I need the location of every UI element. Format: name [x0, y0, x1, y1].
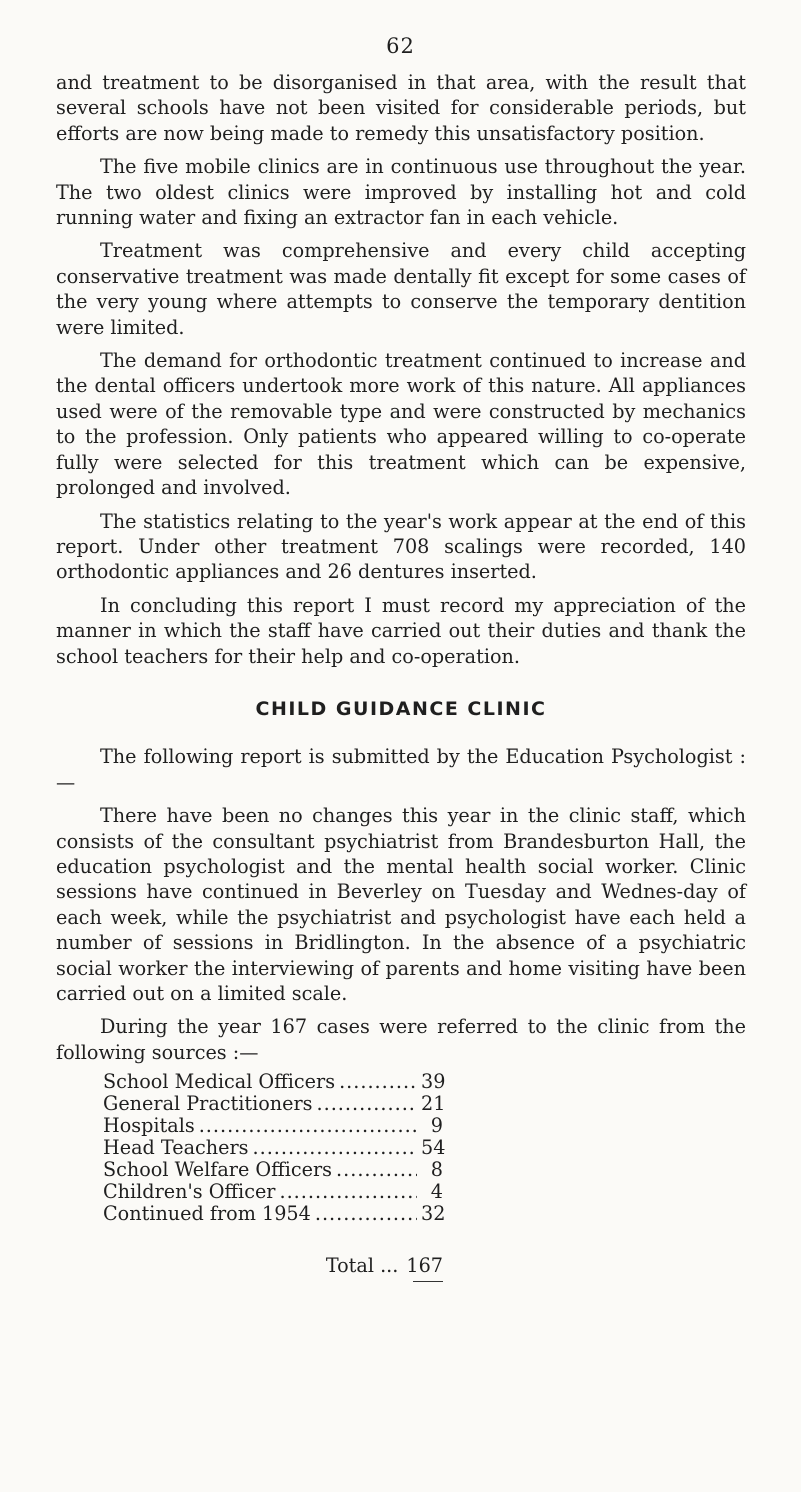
source-label: Hospitals — [103, 1114, 195, 1138]
source-label: Continued from 1954 — [103, 1202, 311, 1226]
page-number: 62 — [386, 34, 415, 58]
dot-leader — [339, 1071, 417, 1093]
dot-leader — [253, 1137, 418, 1159]
section-heading: CHILD GUIDANCE CLINIC — [255, 697, 547, 720]
source-label: Head Teachers — [103, 1136, 249, 1160]
source-label: Children's Officer — [103, 1180, 276, 1204]
dot-leader — [336, 1159, 417, 1181]
paragraph: Treatment was comprehensive and every child accepting conservative treatment was made dentally fit except for some cases of the very young where attempts to conserve the temporary dentition were limited. — [56, 239, 746, 339]
paragraph: The statistics relating to the year's work appear at the end of this report. Under other treatment 708 scalings were recorded, 140 orthodontic appliances and 26 dentures inserted. — [56, 509, 746, 584]
paragraph: In concluding this report I must record my appreciation of the manner in which the staff have carried out their duties and thank the school teachers for their help and co-operation. — [56, 593, 746, 668]
total-value: 167 — [406, 1254, 443, 1278]
paragraph: During the year 167 cases were referred to the clinic from the following sources :— — [56, 1015, 746, 1064]
list-item — [103, 1115, 443, 1137]
paragraph: There have been no changes this year in the clinic staff, which consists of the consultant psychiatrist from Brandesburton Hall, the education psychologist and the mental health social worker. Clinic sessions have continued in Beverley on Tuesday and Wednes-day of each week, while the psychiatrist and psychologist have each held a number of sessions in Bridlington. In the absence of a psychiatric social worker the interviewing of parents and home visiting have been carried out on a limited scale. — [56, 804, 746, 1005]
source-count: 8 — [430, 1158, 443, 1182]
source-count: 32 — [421, 1202, 446, 1226]
source-label: General Practitioners — [103, 1092, 313, 1116]
source-label: School Welfare Officers — [103, 1158, 333, 1182]
list-item — [103, 1092, 446, 1116]
dot-leader — [279, 1181, 417, 1203]
source-label: School Medical Officers — [103, 1070, 336, 1094]
total-row — [103, 1253, 443, 1278]
dot-leader — [315, 1203, 417, 1225]
source-count: 54 — [421, 1136, 446, 1160]
paragraph: The following report is submitted by the Education Psychologist :— — [56, 745, 746, 794]
list-item — [103, 1202, 446, 1226]
list-item — [103, 1181, 443, 1203]
dot-leader — [199, 1115, 417, 1137]
total-underline — [413, 1281, 443, 1282]
list-item — [103, 1136, 446, 1160]
list-item — [103, 1070, 446, 1094]
total-block — [103, 1253, 443, 1281]
source-count: 39 — [421, 1070, 446, 1094]
list-item — [103, 1159, 443, 1181]
dot-leader — [317, 1093, 418, 1115]
source-count: 9 — [430, 1114, 443, 1138]
paragraph: and treatment to be disorganised in that area, with the result that several schools have not been visited for considerable periods, but efforts are now being made to remedy this unsatisfactory position. — [56, 71, 746, 145]
paragraph: The demand for orthodontic treatment continued to increase and the dental officers undertook more work of this nature. All appliances used were of the removable type and were constructed by mechanics to the profession. Only patients who appeared willing to co-operate fully were selected for this treatment which can be expensive, prolonged and involved. — [56, 349, 746, 500]
document-body — [56, 70, 746, 1282]
total-label: Total ... — [325, 1254, 399, 1278]
paragraph: The five mobile clinics are in continuous use throughout the year. The two oldest clinics were improved by installing hot and cold running water and fixing an extractor fan in each vehicle. — [56, 155, 746, 230]
source-count: 4 — [430, 1180, 443, 1204]
referral-sources-list — [103, 1070, 446, 1226]
source-count: 21 — [421, 1092, 446, 1116]
